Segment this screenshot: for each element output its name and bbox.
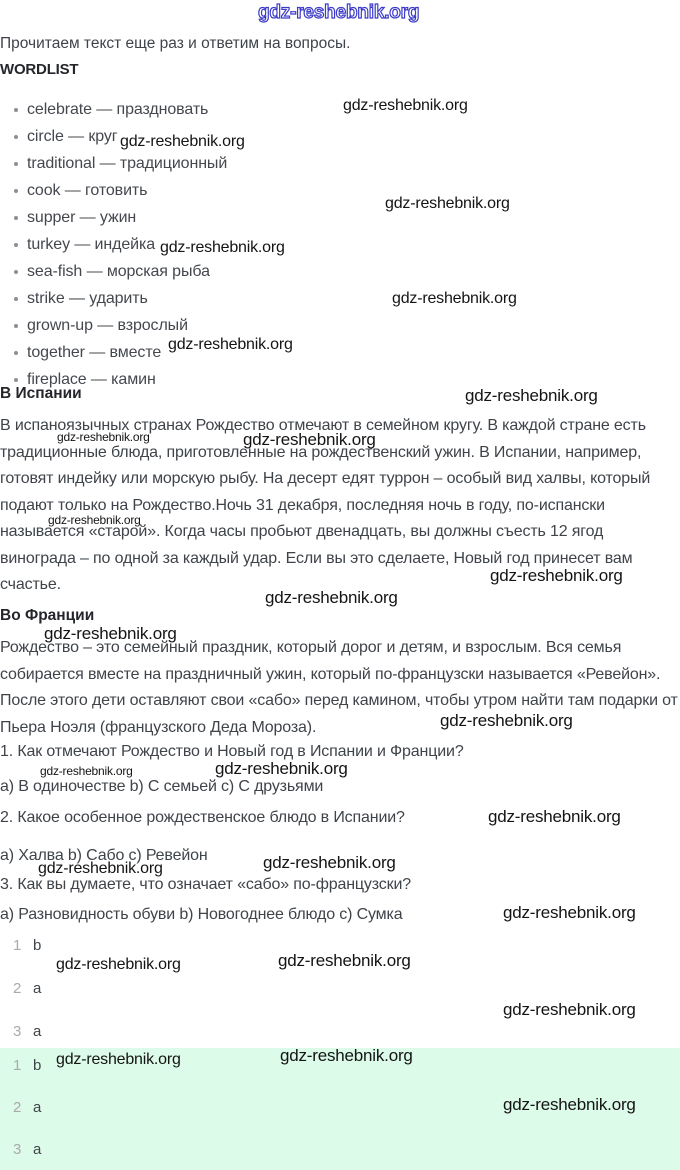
watermark-black: gdz-reshebnik.org <box>57 430 150 444</box>
watermark-black: gdz-reshebnik.org <box>392 290 517 307</box>
answer-letter: a <box>33 979 42 997</box>
question-2-options: a) Халва b) Сабо c) Ревейон <box>0 847 208 864</box>
watermark-black: gdz-reshebnik.org <box>265 588 398 607</box>
wordlist-item <box>0 150 227 177</box>
watermark-black: gdz-reshebnik.org <box>385 195 510 212</box>
wordlist-item <box>0 231 227 258</box>
watermark-black: gdz-reshebnik.org <box>40 764 133 778</box>
section-heading-france: Во Франции <box>0 607 95 624</box>
answer-number: 2 <box>13 979 22 997</box>
answer-row <box>0 1141 680 1157</box>
answer-row <box>0 1099 680 1115</box>
wordlist-text: traditional — традиционный <box>27 154 228 172</box>
watermark-black: gdz-reshebnik.org <box>503 1000 636 1019</box>
watermark-black: gdz-reshebnik.org <box>278 951 411 970</box>
watermark-black: gdz-reshebnik.org <box>215 759 348 778</box>
wordlist-text: sea-fish — морская рыба <box>27 262 210 280</box>
watermark-black: gdz-reshebnik.org <box>488 807 621 826</box>
question-3: 3. Как вы думаете, что означает «сабо» по-французски? <box>0 876 411 893</box>
answer-number: 1 <box>13 936 22 954</box>
answer-letter: a <box>33 1022 42 1040</box>
bullet-icon <box>14 216 18 220</box>
answers-block-plain <box>0 937 680 1066</box>
watermark-black: gdz-reshebnik.org <box>120 133 245 150</box>
section-heading-spain: В Испании <box>0 385 82 402</box>
question-2: 2. Какое особенное рождественское блюдо в Испании? <box>0 809 405 826</box>
question-1: 1. Как отмечают Рождество и Новый год в Испании и Франции? <box>0 743 464 760</box>
watermark-black: gdz-reshebnik.org <box>48 513 141 527</box>
wordlist-item <box>0 96 227 123</box>
section-text-france: Рождество – это семейный праздник, который дорог и детям, и взрослым. Вся семья собирается вместе на праздничный ужин, который по-французски называется «Ревейон». После этого дети оставляют свои «сабо» перед камином, чтобы утром найти там подарки от Пьера Ноэля (французского Деда Мороза). <box>0 639 678 736</box>
wordlist-title: WORDLIST <box>0 61 79 78</box>
watermark-black: gdz-reshebnik.org <box>38 860 163 877</box>
wordlist-text: circle — круг <box>27 127 118 145</box>
answer-letter: a <box>33 1098 42 1116</box>
watermark-black: gdz-reshebnik.org <box>168 336 293 353</box>
wordlist-text: turkey — индейка <box>27 235 156 253</box>
watermark-black: gdz-reshebnik.org <box>56 1051 181 1068</box>
wordlist-text: together — вместе <box>27 343 162 361</box>
wordlist-item <box>0 123 227 150</box>
bullet-icon <box>14 351 18 355</box>
answer-row <box>0 980 680 996</box>
answer-letter: b <box>33 1056 42 1074</box>
wordlist-text: grown-up — взрослый <box>27 316 188 334</box>
wordlist-text: cook — готовить <box>27 181 148 199</box>
wordlist-item <box>0 177 227 204</box>
wordlist <box>0 96 227 393</box>
answer-number: 1 <box>13 1056 22 1074</box>
watermark-black: gdz-reshebnik.org <box>503 903 636 922</box>
bullet-icon <box>14 162 18 166</box>
answer-row <box>0 937 680 953</box>
answer-number: 2 <box>13 1098 22 1116</box>
wordlist-text: celebrate — праздновать <box>27 100 209 118</box>
bullet-icon <box>14 108 18 112</box>
answer-letter: b <box>33 936 42 954</box>
bullet-icon <box>14 378 18 382</box>
section-text-spain: В испаноязычных странах Рождество отмечают в семейном кругу. В каждой стране есть традиционные блюда, приготовленные на рождественский ужин. В Испании, например, готовят индейку или морскую рыбу. На десерт едят туррон – особый вид халвы, который подают только на Рождество.Ночь 31 декабря, последняя ночь в году, по-испански называется «старой». Когда часы пробьют двенадцать, вы должны съесть 12 ягод винограда – по одной за каждый удар. Если вы это сделаете, Новый год принесет вам счастье. <box>0 417 651 593</box>
wordlist-item <box>0 204 227 231</box>
bullet-icon <box>14 135 18 139</box>
watermark-black: gdz-reshebnik.org <box>263 853 396 872</box>
watermark-black: gdz-reshebnik.org <box>243 430 376 449</box>
watermark-black: gdz-reshebnik.org <box>503 1095 636 1114</box>
bullet-icon <box>14 324 18 328</box>
wordlist-item <box>0 258 227 285</box>
watermark-black: gdz-reshebnik.org <box>160 239 285 256</box>
watermark-black: gdz-reshebnik.org <box>44 624 177 643</box>
bullet-icon <box>14 189 18 193</box>
wordlist-text: fireplace — камин <box>27 370 156 388</box>
answer-number: 3 <box>13 1140 22 1158</box>
wordlist-text: strike — ударить <box>27 289 148 307</box>
answer-row <box>0 1023 680 1039</box>
watermark-black: gdz-reshebnik.org <box>465 386 598 405</box>
intro-text: Прочитаем текст еще раз и ответим на вопросы. <box>0 35 351 52</box>
watermark-black: gdz-reshebnik.org <box>490 566 623 585</box>
wordlist-text: supper — ужин <box>27 208 137 226</box>
watermark-black: gdz-reshebnik.org <box>343 97 468 114</box>
answer-number: 3 <box>13 1022 22 1040</box>
bullet-icon <box>14 270 18 274</box>
bullet-icon <box>14 243 18 247</box>
watermark-black: gdz-reshebnik.org <box>56 956 181 973</box>
wordlist-item <box>0 339 227 366</box>
bullet-icon <box>14 297 18 301</box>
watermark-black: gdz-reshebnik.org <box>440 711 573 730</box>
question-3-options: a) Разновидность обуви b) Новогоднее блюдо c) Сумка <box>0 906 403 923</box>
wordlist-item <box>0 285 227 312</box>
question-1-options: a) В одиночестве b) С семьей c) С друзьями <box>0 778 324 795</box>
watermark-black: gdz-reshebnik.org <box>280 1046 413 1065</box>
watermark-outline: gdz-reshebnik.org <box>258 2 420 23</box>
wordlist-item <box>0 312 227 339</box>
answer-letter: a <box>33 1140 42 1158</box>
answer-row <box>0 1057 680 1073</box>
answers-block-highlighted <box>0 1048 680 1170</box>
